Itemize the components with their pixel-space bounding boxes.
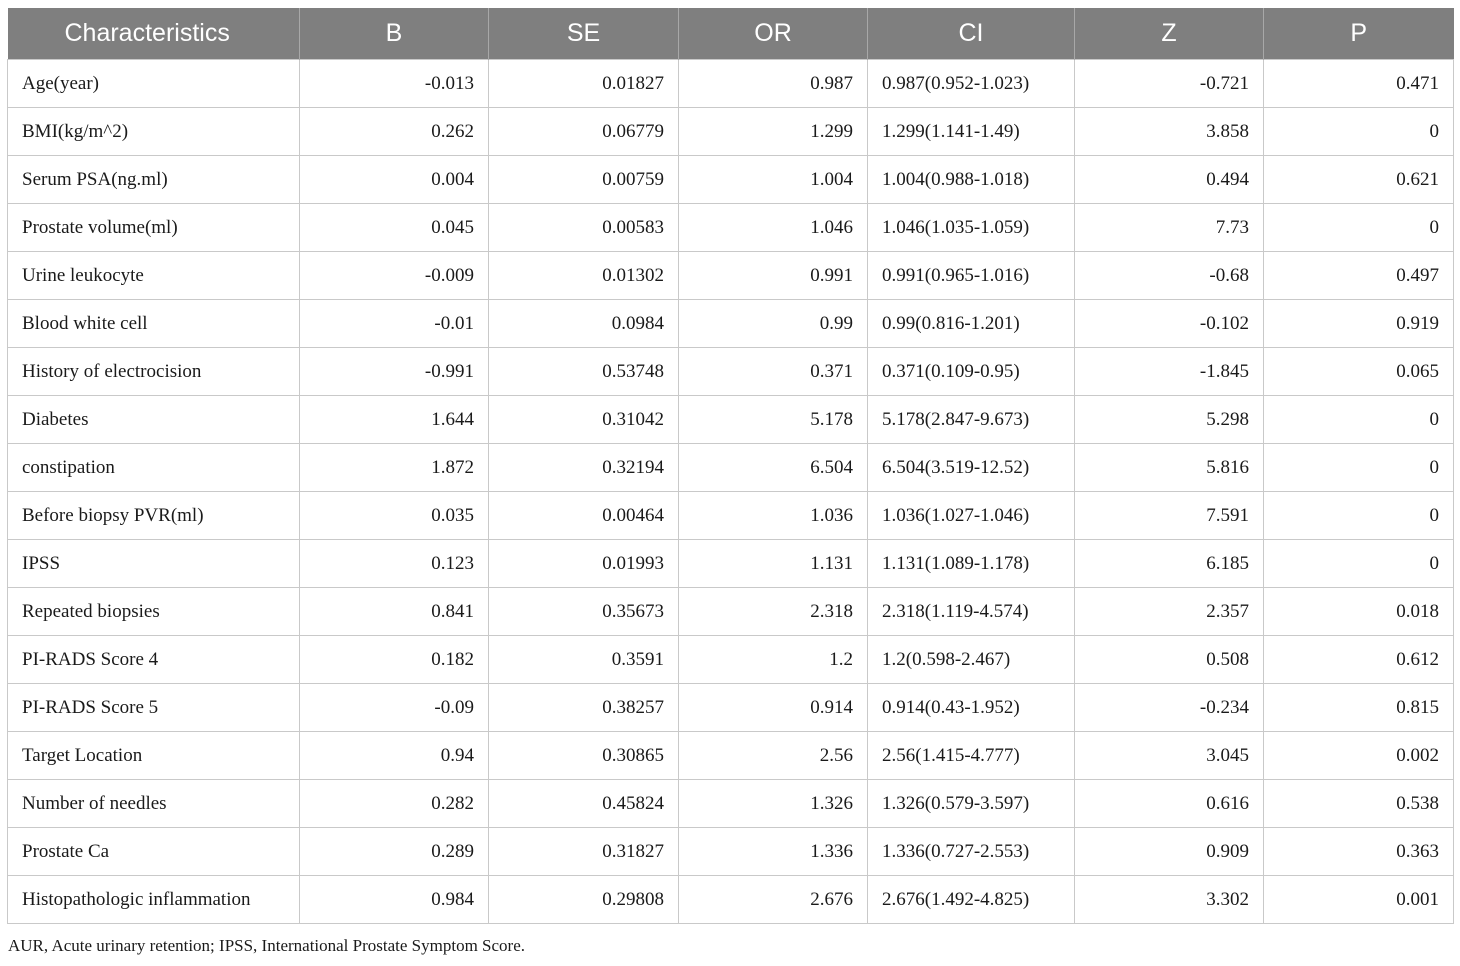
table-row <box>8 492 1454 540</box>
cell-se: 0.00464 <box>489 492 679 540</box>
table-row <box>8 348 1454 396</box>
cell-or: 1.299 <box>679 108 868 156</box>
cell-or: 1.004 <box>679 156 868 204</box>
cell-b: 0.262 <box>300 108 489 156</box>
cell-ci: 1.036(1.027-1.046) <box>868 492 1075 540</box>
cell-or: 2.676 <box>679 876 868 924</box>
cell-ci: 0.987(0.952-1.023) <box>868 60 1075 108</box>
cell-p: 0 <box>1264 108 1454 156</box>
cell-z: -1.845 <box>1075 348 1264 396</box>
cell-p: 0 <box>1264 204 1454 252</box>
cell-b: 0.984 <box>300 876 489 924</box>
cell-b: 0.289 <box>300 828 489 876</box>
cell-p: 0.612 <box>1264 636 1454 684</box>
cell-z: -0.234 <box>1075 684 1264 732</box>
cell-z: 0.909 <box>1075 828 1264 876</box>
cell-characteristic: Blood white cell <box>8 300 300 348</box>
cell-ci: 0.914(0.43-1.952) <box>868 684 1075 732</box>
cell-z: 5.298 <box>1075 396 1264 444</box>
cell-characteristic: IPSS <box>8 540 300 588</box>
cell-characteristic: Prostate volume(ml) <box>8 204 300 252</box>
cell-ci: 1.299(1.141-1.49) <box>868 108 1075 156</box>
cell-se: 0.30865 <box>489 732 679 780</box>
cell-ci: 1.336(0.727-2.553) <box>868 828 1075 876</box>
cell-z: 0.508 <box>1075 636 1264 684</box>
cell-ci: 2.318(1.119-4.574) <box>868 588 1075 636</box>
cell-p: 0.538 <box>1264 780 1454 828</box>
cell-or: 0.987 <box>679 60 868 108</box>
table-row <box>8 108 1454 156</box>
cell-se: 0.32194 <box>489 444 679 492</box>
table-row <box>8 732 1454 780</box>
header-z: Z <box>1075 8 1264 60</box>
cell-se: 0.01993 <box>489 540 679 588</box>
cell-p: 0.497 <box>1264 252 1454 300</box>
table-row <box>8 588 1454 636</box>
cell-z: 6.185 <box>1075 540 1264 588</box>
cell-p: 0.471 <box>1264 60 1454 108</box>
table-row <box>8 300 1454 348</box>
cell-b: -0.01 <box>300 300 489 348</box>
cell-p: 0 <box>1264 492 1454 540</box>
cell-p: 0.621 <box>1264 156 1454 204</box>
cell-se: 0.53748 <box>489 348 679 396</box>
cell-b: -0.991 <box>300 348 489 396</box>
header-se: SE <box>489 8 679 60</box>
table-body <box>8 60 1454 924</box>
cell-se: 0.00583 <box>489 204 679 252</box>
cell-b: -0.09 <box>300 684 489 732</box>
cell-ci: 0.99(0.816-1.201) <box>868 300 1075 348</box>
cell-b: 1.872 <box>300 444 489 492</box>
cell-se: 0.01827 <box>489 60 679 108</box>
table-header <box>8 8 1454 60</box>
cell-se: 0.06779 <box>489 108 679 156</box>
cell-p: 0 <box>1264 396 1454 444</box>
cell-characteristic: Before biopsy PVR(ml) <box>8 492 300 540</box>
cell-or: 6.504 <box>679 444 868 492</box>
cell-z: 3.858 <box>1075 108 1264 156</box>
cell-b: 0.004 <box>300 156 489 204</box>
table-row <box>8 444 1454 492</box>
cell-z: 0.494 <box>1075 156 1264 204</box>
table-row <box>8 684 1454 732</box>
table-row <box>8 636 1454 684</box>
table-row <box>8 156 1454 204</box>
header-b: B <box>300 8 489 60</box>
cell-ci: 0.371(0.109-0.95) <box>868 348 1075 396</box>
cell-or: 1.036 <box>679 492 868 540</box>
header-characteristics: Characteristics <box>8 8 300 60</box>
cell-ci: 5.178(2.847-9.673) <box>868 396 1075 444</box>
cell-z: 3.302 <box>1075 876 1264 924</box>
header-ci: CI <box>868 8 1075 60</box>
cell-z: 7.73 <box>1075 204 1264 252</box>
table-row <box>8 780 1454 828</box>
cell-b: 0.841 <box>300 588 489 636</box>
cell-ci: 1.326(0.579-3.597) <box>868 780 1075 828</box>
cell-ci: 6.504(3.519-12.52) <box>868 444 1075 492</box>
cell-ci: 0.991(0.965-1.016) <box>868 252 1075 300</box>
cell-se: 0.35673 <box>489 588 679 636</box>
cell-characteristic: Number of needles <box>8 780 300 828</box>
header-or: OR <box>679 8 868 60</box>
cell-se: 0.45824 <box>489 780 679 828</box>
header-row <box>8 8 1454 60</box>
cell-p: 0 <box>1264 444 1454 492</box>
cell-p: 0.919 <box>1264 300 1454 348</box>
cell-se: 0.3591 <box>489 636 679 684</box>
cell-or: 0.99 <box>679 300 868 348</box>
regression-table-container <box>7 8 1453 924</box>
table-row <box>8 204 1454 252</box>
cell-characteristic: Repeated biopsies <box>8 588 300 636</box>
table-footnote: AUR, Acute urinary retention; IPSS, International Prostate Symptom Score. <box>8 936 526 955</box>
cell-se: 0.00759 <box>489 156 679 204</box>
table-row <box>8 828 1454 876</box>
table-row <box>8 540 1454 588</box>
cell-characteristic: BMI(kg/m^2) <box>8 108 300 156</box>
cell-b: -0.013 <box>300 60 489 108</box>
table-row <box>8 396 1454 444</box>
regression-table <box>7 8 1454 924</box>
cell-characteristic: Diabetes <box>8 396 300 444</box>
cell-characteristic: Target Location <box>8 732 300 780</box>
cell-characteristic: History of electrocision <box>8 348 300 396</box>
cell-characteristic: Urine leukocyte <box>8 252 300 300</box>
cell-se: 0.38257 <box>489 684 679 732</box>
cell-b: 0.045 <box>300 204 489 252</box>
table-row <box>8 60 1454 108</box>
cell-p: 0.815 <box>1264 684 1454 732</box>
cell-z: 5.816 <box>1075 444 1264 492</box>
cell-z: 3.045 <box>1075 732 1264 780</box>
cell-characteristic: PI-RADS Score 4 <box>8 636 300 684</box>
cell-or: 1.336 <box>679 828 868 876</box>
cell-se: 0.29808 <box>489 876 679 924</box>
header-p: P <box>1264 8 1454 60</box>
cell-b: -0.009 <box>300 252 489 300</box>
cell-or: 5.178 <box>679 396 868 444</box>
cell-p: 0.363 <box>1264 828 1454 876</box>
cell-characteristic: PI-RADS Score 5 <box>8 684 300 732</box>
cell-se: 0.31827 <box>489 828 679 876</box>
cell-or: 1.2 <box>679 636 868 684</box>
table-row <box>8 876 1454 924</box>
cell-z: -0.721 <box>1075 60 1264 108</box>
cell-p: 0.018 <box>1264 588 1454 636</box>
cell-b: 0.035 <box>300 492 489 540</box>
table-row <box>8 252 1454 300</box>
cell-ci: 2.676(1.492-4.825) <box>868 876 1075 924</box>
cell-or: 1.046 <box>679 204 868 252</box>
cell-or: 0.914 <box>679 684 868 732</box>
cell-ci: 1.004(0.988-1.018) <box>868 156 1075 204</box>
cell-characteristic: Histopathologic inflammation <box>8 876 300 924</box>
cell-ci: 1.046(1.035-1.059) <box>868 204 1075 252</box>
cell-b: 0.182 <box>300 636 489 684</box>
cell-ci: 1.131(1.089-1.178) <box>868 540 1075 588</box>
cell-ci: 1.2(0.598-2.467) <box>868 636 1075 684</box>
cell-p: 0.002 <box>1264 732 1454 780</box>
cell-b: 0.282 <box>300 780 489 828</box>
cell-p: 0.065 <box>1264 348 1454 396</box>
cell-characteristic: constipation <box>8 444 300 492</box>
cell-b: 0.94 <box>300 732 489 780</box>
cell-z: -0.68 <box>1075 252 1264 300</box>
cell-or: 0.991 <box>679 252 868 300</box>
cell-or: 2.318 <box>679 588 868 636</box>
cell-se: 0.0984 <box>489 300 679 348</box>
cell-b: 1.644 <box>300 396 489 444</box>
cell-characteristic: Serum PSA(ng.ml) <box>8 156 300 204</box>
cell-p: 0 <box>1264 540 1454 588</box>
cell-characteristic: Prostate Ca <box>8 828 300 876</box>
cell-b: 0.123 <box>300 540 489 588</box>
cell-z: 7.591 <box>1075 492 1264 540</box>
cell-z: 0.616 <box>1075 780 1264 828</box>
cell-characteristic: Age(year) <box>8 60 300 108</box>
cell-se: 0.01302 <box>489 252 679 300</box>
cell-z: -0.102 <box>1075 300 1264 348</box>
cell-se: 0.31042 <box>489 396 679 444</box>
cell-ci: 2.56(1.415-4.777) <box>868 732 1075 780</box>
cell-or: 0.371 <box>679 348 868 396</box>
cell-or: 1.131 <box>679 540 868 588</box>
cell-z: 2.357 <box>1075 588 1264 636</box>
cell-or: 1.326 <box>679 780 868 828</box>
cell-p: 0.001 <box>1264 876 1454 924</box>
cell-or: 2.56 <box>679 732 868 780</box>
